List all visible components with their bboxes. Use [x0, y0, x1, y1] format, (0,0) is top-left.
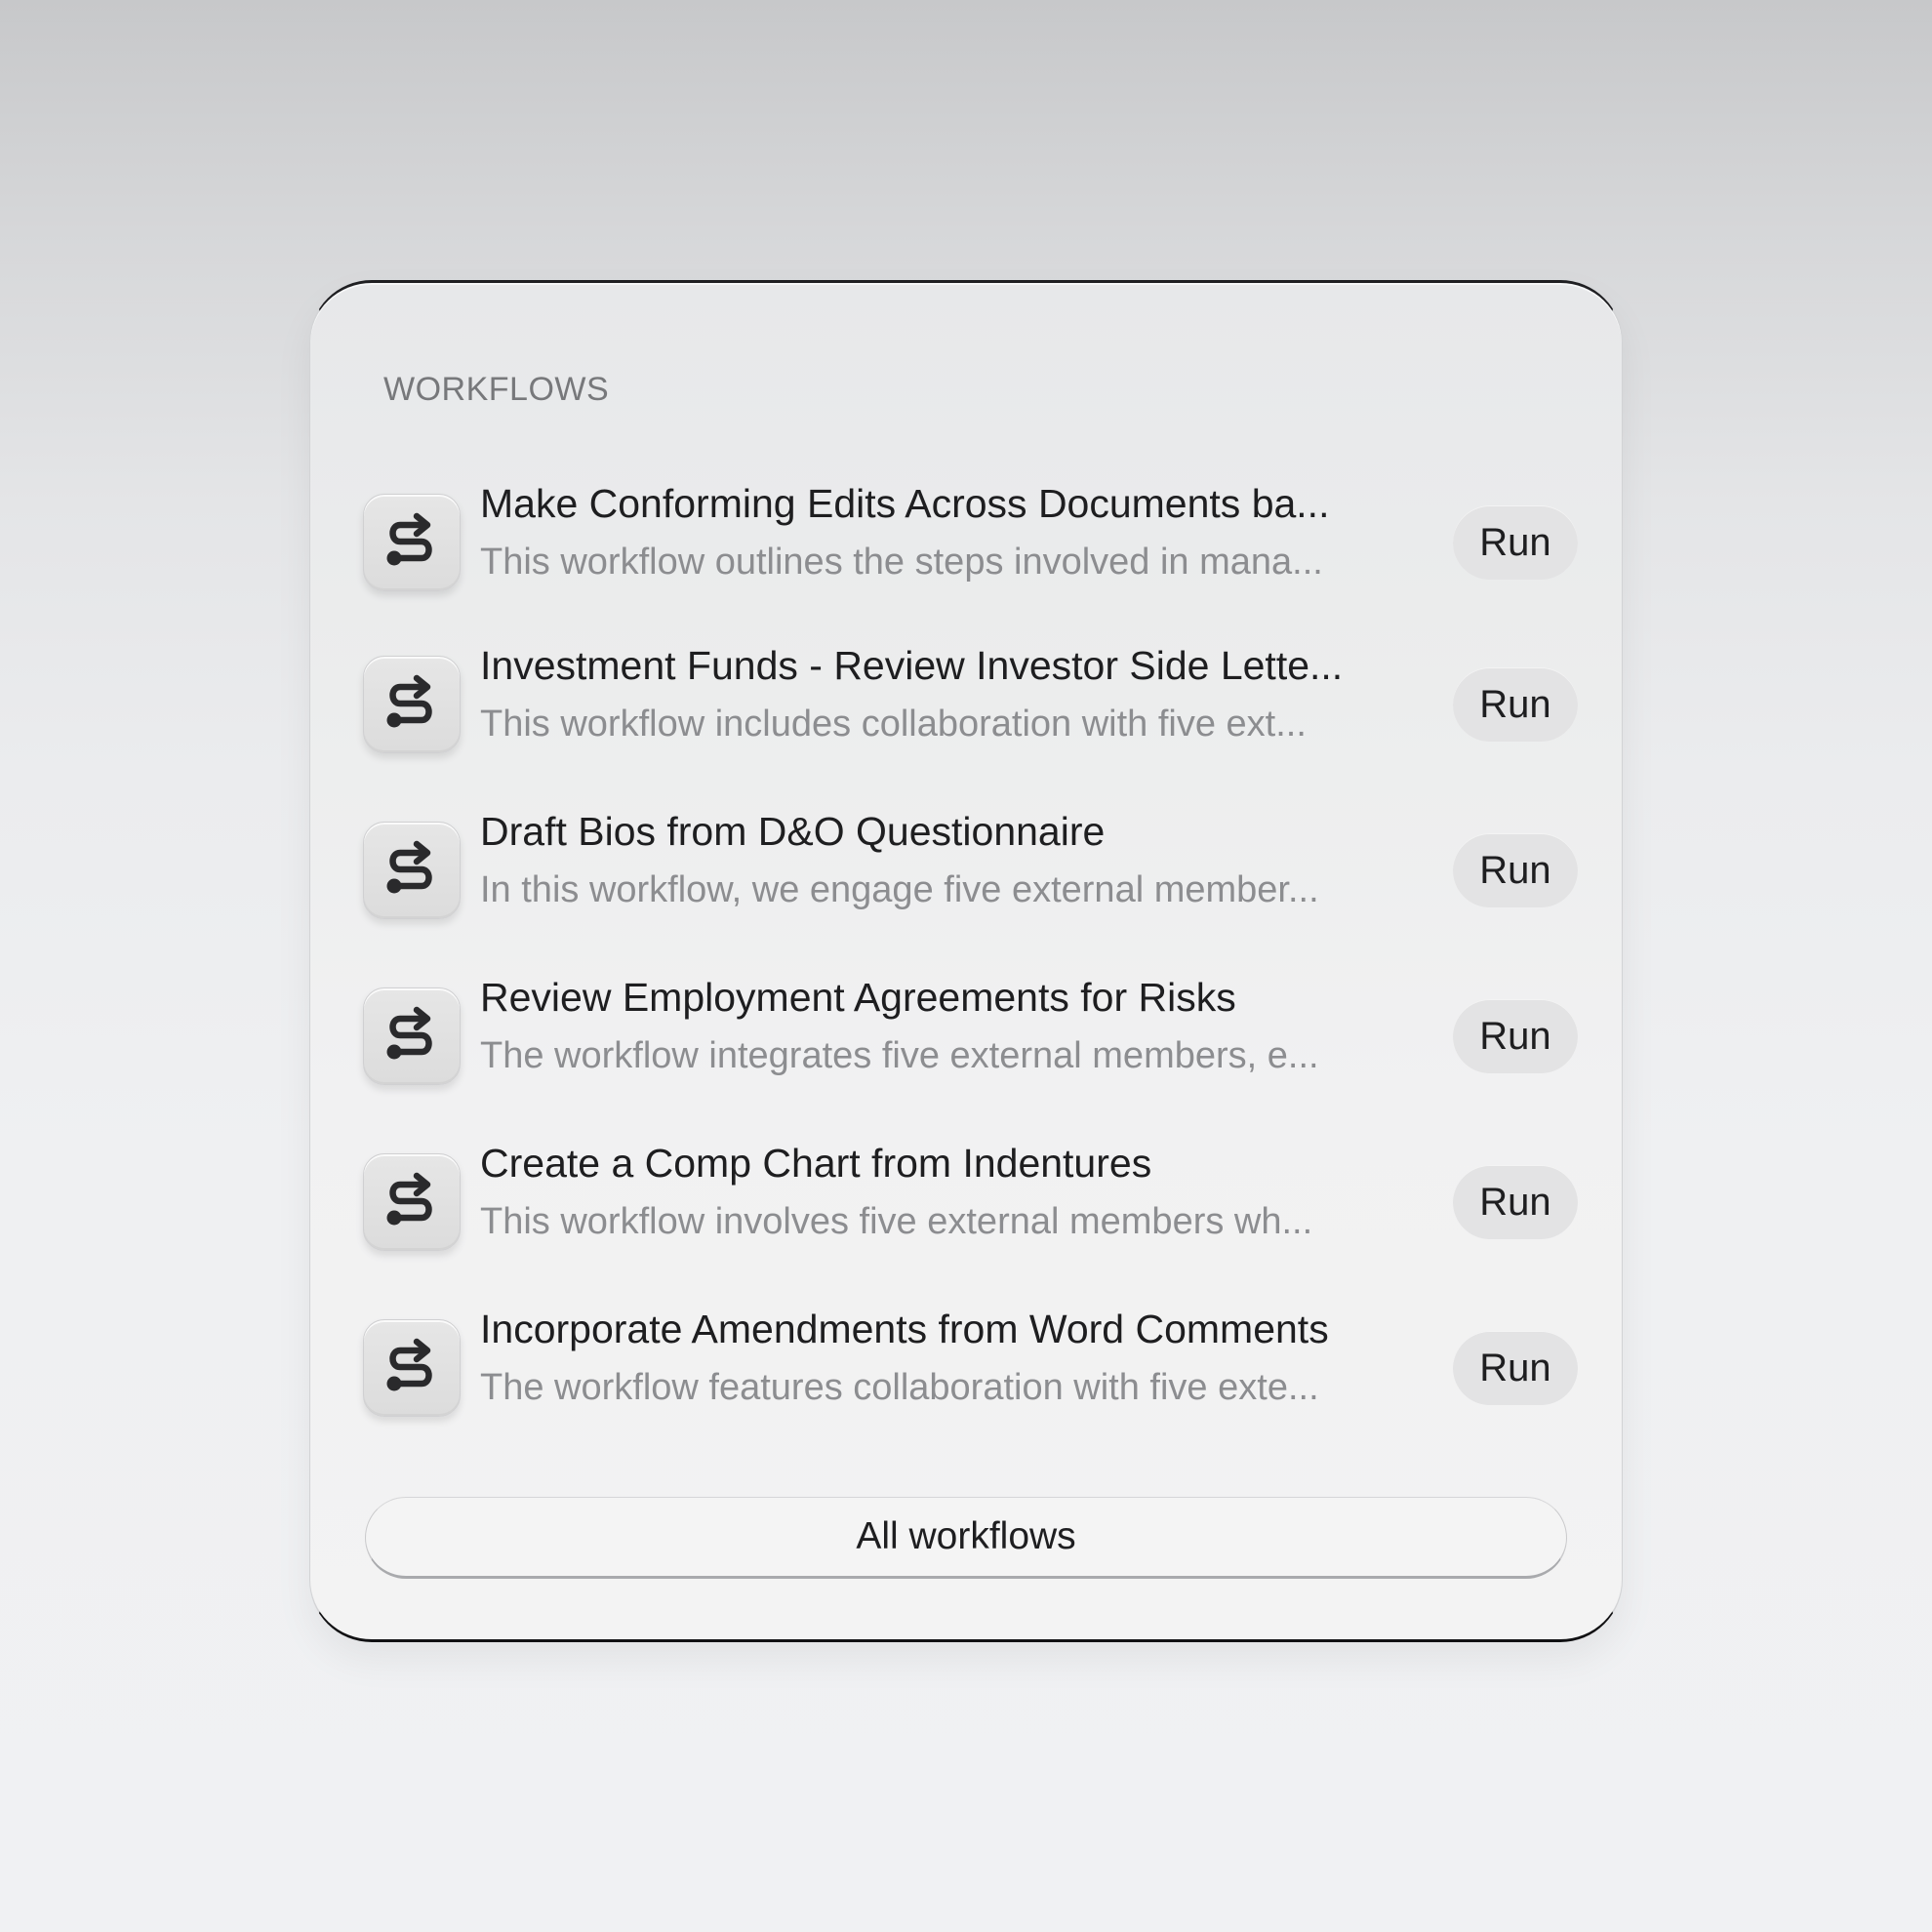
workflow-route-icon	[363, 1153, 461, 1251]
workflow-row[interactable]	[363, 1300, 1573, 1466]
workflow-list	[363, 474, 1573, 1466]
workflow-title: Create a Comp Chart from Indentures	[480, 1141, 1152, 1186]
workflow-title: Draft Bios from D&O Questionnaire	[480, 809, 1106, 854]
run-button[interactable]: Run	[1453, 1331, 1578, 1405]
workflow-route-icon	[363, 822, 461, 919]
workflow-text	[480, 638, 1417, 749]
workflow-title: Incorporate Amendments from Word Comments	[480, 1307, 1329, 1351]
workflows-panel	[309, 280, 1623, 1642]
workflow-text	[480, 1136, 1417, 1247]
section-label: WORKFLOWS	[383, 371, 610, 408]
workflow-text	[480, 1302, 1417, 1413]
workflow-description: In this workflow, we engage five external member...	[480, 869, 1319, 910]
workflow-row[interactable]	[363, 474, 1573, 636]
run-button[interactable]: Run	[1453, 999, 1578, 1073]
workflow-row[interactable]	[363, 802, 1573, 968]
workflow-route-icon	[363, 494, 461, 591]
workflow-route-icon	[363, 987, 461, 1085]
workflow-description: The workflow integrates five external members, e...	[480, 1035, 1319, 1076]
all-workflows-button[interactable]: All workflows	[365, 1497, 1567, 1579]
workflow-description: This workflow outlines the steps involved in mana...	[480, 542, 1323, 583]
workflow-text	[480, 970, 1417, 1081]
workflow-row[interactable]	[363, 636, 1573, 802]
workflow-row[interactable]	[363, 1134, 1573, 1300]
workflow-route-icon	[363, 656, 461, 753]
workflow-description: This workflow includes collaboration with five ext...	[480, 704, 1307, 745]
run-button[interactable]: Run	[1453, 505, 1578, 580]
run-button[interactable]: Run	[1453, 1165, 1578, 1239]
workflow-title: Investment Funds - Review Investor Side Lette...	[480, 643, 1344, 688]
workflow-description: This workflow involves five external members wh...	[480, 1201, 1313, 1242]
workflow-title: Make Conforming Edits Across Documents ba...	[480, 481, 1330, 526]
run-button[interactable]: Run	[1453, 833, 1578, 907]
workflow-route-icon	[363, 1319, 461, 1417]
workflow-text	[480, 476, 1417, 587]
run-button[interactable]: Run	[1453, 667, 1578, 742]
workflow-description: The workflow features collaboration with five exte...	[480, 1367, 1319, 1408]
workflow-row[interactable]	[363, 968, 1573, 1134]
workflow-text	[480, 804, 1417, 915]
workflow-title: Review Employment Agreements for Risks	[480, 975, 1236, 1020]
